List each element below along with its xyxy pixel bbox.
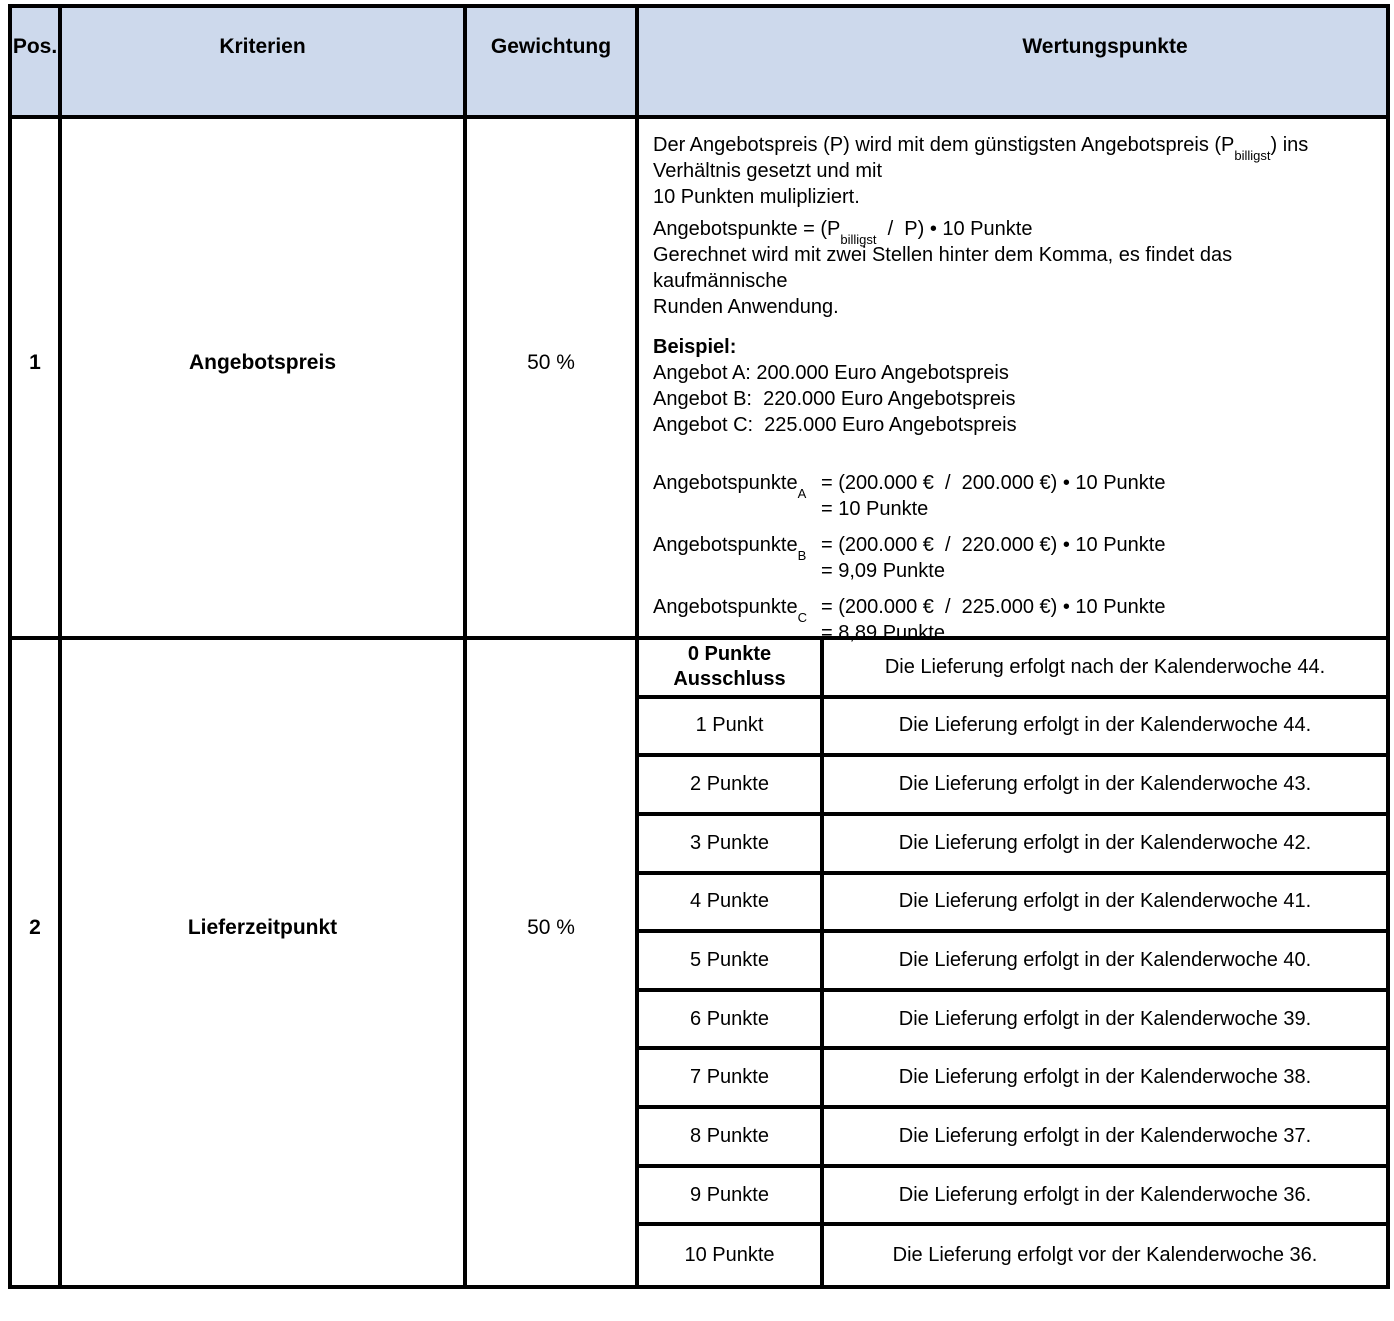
- formula-text: Angebotspunkte = (P: [653, 218, 841, 240]
- score-points-10-label: 10 Punkte: [684, 1244, 775, 1267]
- score-points-6: [639, 992, 824, 1051]
- intro-text: Der Angebotspreis (P) wird mit dem günstigsten Angebotspreis (P: [653, 134, 1235, 156]
- score-points-3: [639, 816, 824, 875]
- example-offer-b: Angebot B: 220.000 Euro Angebotspreis: [653, 388, 1016, 410]
- score-points-8-label: 8 Punkte: [690, 1124, 769, 1147]
- score-text-4-label: Die Lieferung erfolgt in der Kalenderwoche 41.: [898, 890, 1312, 913]
- row1-weight: 50 %: [527, 350, 575, 374]
- score-text-10-label: Die Lieferung erfolgt vor der Kalenderwoche 36.: [892, 1244, 1318, 1267]
- score-text-9: [824, 1168, 1386, 1227]
- header-weight-label: Gewichtung: [490, 34, 612, 58]
- row2-weight-cell: [467, 640, 639, 1285]
- intro-paragraph: [653, 132, 1368, 210]
- score-points-9-label: 9 Punkte: [690, 1183, 769, 1206]
- example-offer-c: Angebot C: 225.000 Euro Angebotspreis: [653, 414, 1017, 436]
- calc-b-label: [653, 532, 821, 584]
- example-label: Beispiel:: [653, 336, 737, 358]
- header-pos: [12, 8, 62, 119]
- score-points-4: [639, 875, 824, 934]
- row1-pos-cell: [12, 119, 62, 640]
- score-points-3-label: 3 Punkte: [690, 831, 769, 854]
- score-text-5: [824, 933, 1386, 992]
- score-text-3: [824, 816, 1386, 875]
- calc-a-lines: [821, 470, 1165, 522]
- row1-criteria: Angebotspreis: [188, 350, 337, 374]
- calc-b-subscript: B: [797, 548, 807, 563]
- score-points-9: [639, 1168, 824, 1227]
- calc-a-name: Angebotspunkte: [653, 472, 798, 494]
- score-text-8: [824, 1109, 1386, 1168]
- rounding-note-line1: Gerechnet wird mit zwei Stellen hinter dem Komma, es findet das kaufmännische: [653, 244, 1233, 292]
- score-points-0: [639, 640, 824, 699]
- score-text-7-label: Die Lieferung erfolgt in der Kalenderwoche 38.: [898, 1066, 1312, 1089]
- score-text-0-label: Die Lieferung erfolgt nach der Kalenderwoche 44.: [884, 655, 1326, 678]
- formula-paragraph: [653, 216, 1368, 320]
- calc-a-subscript: A: [797, 486, 807, 501]
- score-points-1: [639, 699, 824, 758]
- score-points-5-label: 5 Punkte: [690, 948, 769, 971]
- calc-offer-b: [653, 532, 1368, 584]
- intro-line2: Verhältnis gesetzt und mit: [653, 160, 883, 182]
- formula-subscript: billigst: [840, 232, 877, 247]
- score-text-1: [824, 699, 1386, 758]
- header-points: [639, 8, 1386, 119]
- row1-weight-cell: [467, 119, 639, 640]
- calc-c-lines: [821, 594, 1165, 646]
- score-text-6-label: Die Lieferung erfolgt in der Kalenderwoche 39.: [898, 1007, 1312, 1030]
- header-weight: [467, 8, 639, 119]
- calc-c-label: [653, 594, 821, 646]
- score-text-2: [824, 757, 1386, 816]
- intro-text-end: ) ins: [1270, 134, 1309, 156]
- row1-pos: 1: [29, 350, 41, 374]
- score-points-0-line1: 0 Punkte: [687, 643, 772, 666]
- score-points-10: [639, 1226, 824, 1285]
- calc-c-expression: = (200.000 € / 225.000 €) • 10 Punkte: [821, 596, 1166, 618]
- header-criteria: [62, 8, 467, 119]
- score-text-10: [824, 1226, 1386, 1285]
- row2-weight: 50 %: [527, 915, 575, 939]
- row2-pos-cell: [12, 640, 62, 1285]
- example-offer-a: Angebot A: 200.000 Euro Angebotspreis: [653, 362, 1009, 384]
- calc-a-label: [653, 470, 821, 522]
- score-points-5: [639, 933, 824, 992]
- row1-points-cell: [639, 119, 1386, 644]
- score-points-8: [639, 1109, 824, 1168]
- evaluation-table: [8, 4, 1390, 1289]
- score-points-7: [639, 1050, 824, 1109]
- calc-offer-c: [653, 594, 1368, 646]
- score-points-0-line2: Ausschluss: [673, 668, 786, 691]
- score-points-2-label: 2 Punkte: [690, 773, 769, 796]
- score-text-1-label: Die Lieferung erfolgt in der Kalenderwoche 44.: [898, 714, 1312, 737]
- calc-b-lines: [821, 532, 1165, 584]
- header-points-label: Wertungspunkte: [1022, 34, 1188, 58]
- score-points-4-label: 4 Punkte: [690, 890, 769, 913]
- score-text-8-label: Die Lieferung erfolgt in der Kalenderwoche 37.: [898, 1124, 1312, 1147]
- score-text-4: [824, 875, 1386, 934]
- score-points-7-label: 7 Punkte: [690, 1066, 769, 1089]
- score-text-5-label: Die Lieferung erfolgt in der Kalenderwoche 40.: [898, 948, 1312, 971]
- intro-subscript: billigst: [1234, 148, 1271, 163]
- score-text-2-label: Die Lieferung erfolgt in der Kalenderwoche 43.: [898, 773, 1312, 796]
- calc-b-expression: = (200.000 € / 220.000 €) • 10 Punkte: [821, 534, 1166, 556]
- row2-criteria-cell: [62, 640, 467, 1285]
- score-points-6-label: 6 Punkte: [690, 1007, 769, 1030]
- row1-criteria-cell: [62, 119, 467, 640]
- formula-text-end: / P) • 10 Punkte: [876, 218, 1033, 240]
- calc-c-name: Angebotspunkte: [653, 596, 798, 618]
- score-points-2: [639, 757, 824, 816]
- row2-criteria: Lieferzeitpunkt: [187, 915, 338, 939]
- score-table: [639, 640, 1386, 1285]
- score-points-1-label: 1 Punkt: [695, 714, 764, 737]
- row2-pos: 2: [29, 915, 41, 939]
- score-text-3-label: Die Lieferung erfolgt in der Kalenderwoche 42.: [898, 831, 1312, 854]
- calc-c-result: = 8,89 Punkte: [821, 622, 945, 644]
- score-text-7: [824, 1050, 1386, 1109]
- row2-points-cell: [639, 640, 1386, 1285]
- header-pos-label: Pos.: [12, 34, 58, 58]
- score-text-0: [824, 640, 1386, 699]
- header-criteria-label: Kriterien: [219, 34, 306, 58]
- calc-b-result: = 9,09 Punkte: [821, 560, 945, 582]
- calc-a-expression: = (200.000 € / 200.000 €) • 10 Punkte: [821, 472, 1166, 494]
- calc-c-subscript: C: [797, 610, 807, 625]
- example-paragraph: [653, 334, 1368, 438]
- calc-offer-a: [653, 470, 1368, 522]
- calc-a-result: = 10 Punkte: [821, 498, 929, 520]
- intro-line3: 10 Punkten mulipliziert.: [653, 186, 860, 208]
- score-text-6: [824, 992, 1386, 1051]
- calc-b-name: Angebotspunkte: [653, 534, 798, 556]
- rounding-note-line2: Runden Anwendung.: [653, 296, 839, 318]
- score-text-9-label: Die Lieferung erfolgt in der Kalenderwoche 36.: [898, 1183, 1312, 1206]
